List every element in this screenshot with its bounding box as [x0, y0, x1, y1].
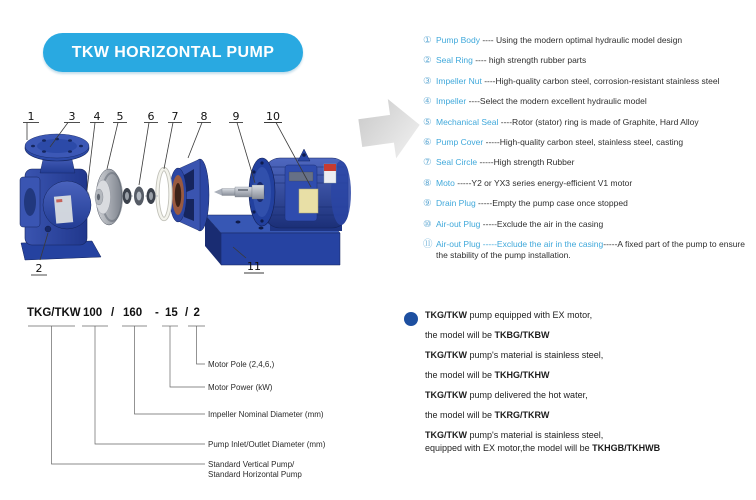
parts-list-item: [423, 117, 753, 128]
part-number: ④: [423, 96, 432, 108]
part-number: ⑪: [423, 238, 433, 250]
page-title: TKW HORIZONTAL PUMP: [71, 43, 275, 61]
model-decoder: [20, 298, 365, 493]
code-series: TKG/TKW: [27, 307, 81, 319]
part-text: Impeller ----Select the modern excellent hydraulic model: [436, 96, 647, 107]
decoder-labels: [208, 360, 326, 479]
model-variant-line: equipped with EX motor,the model will be TKHGB/TKHWB: [425, 443, 661, 453]
callout-6: 6: [147, 110, 155, 123]
parts-list-item: [423, 178, 753, 189]
label-inlet-diameter: Pump Inlet/Outlet Diameter (mm): [208, 440, 326, 449]
pump-cover-illustration: [170, 159, 210, 231]
label-motor-pole: Motor Pole (2,4,6,): [208, 360, 275, 369]
part-number: ⑨: [423, 198, 432, 210]
shaft-illustration: [214, 185, 264, 199]
parts-list-item: [423, 76, 753, 87]
mechanical-seal-illustration: [120, 187, 158, 206]
parts-list-item: [423, 198, 753, 209]
part-number: ⑧: [423, 177, 432, 189]
parts-list-item: [423, 96, 753, 107]
parts-list-item: [423, 35, 753, 46]
part-text: Seal Ring ---- high strength rubber parts: [436, 55, 587, 66]
callout-7: 7: [171, 110, 179, 123]
callout-3: 3: [68, 110, 76, 123]
model-variants-lines: [404, 310, 749, 455]
decoder-lines: [28, 326, 205, 464]
part-number: ②: [423, 55, 432, 67]
parts-list-item: [423, 55, 753, 66]
code-dash: -: [155, 307, 159, 319]
callout-9: 9: [232, 110, 240, 123]
part-number: ⑤: [423, 116, 432, 128]
parts-list-item: [423, 157, 753, 168]
callout-10: 10: [266, 110, 280, 123]
model-variant-line: TKG/TKW pump's material is stainless steel,: [425, 430, 604, 440]
model-code: [27, 307, 200, 319]
part-text: Moto -----Y2 or YX3 series energy-efficient V1 motor: [436, 177, 633, 188]
label-standard-vertical: Standard Vertical Pump/: [208, 460, 295, 469]
exploded-pump-diagram: [8, 95, 444, 290]
code-impeller: 160: [123, 307, 143, 319]
callout-11: 11: [247, 260, 261, 273]
model-variant-line: the model will be TKBG/TKBW: [425, 330, 550, 340]
part-text: Air-out Plug -----Exclude the air in the casing-----A fixed part of the pump to ensure the stability of the pump installation.: [436, 238, 745, 260]
code-pole: 2: [193, 307, 200, 319]
motor-illustration: [249, 149, 351, 231]
title-banner: [43, 33, 303, 72]
part-text: Air-out Plug -----Exclude the air in the casing: [436, 218, 604, 229]
part-text: Mechanical Seal ----Rotor (stator) ring is made of Graphite, Hard Alloy: [436, 116, 699, 127]
parts-list-item: [423, 239, 753, 261]
model-variant-line: TKG/TKW pump equipped with EX motor,: [425, 310, 593, 320]
callout-1: 1: [27, 110, 35, 123]
model-variants: [404, 310, 749, 463]
model-variant-line: TKG/TKW pump delivered the hot water,: [425, 390, 588, 400]
impeller-illustration: [95, 169, 122, 225]
code-inlet: 100: [83, 307, 103, 319]
model-variant-line: TKG/TKW pump's material is stainless steel,: [425, 350, 604, 360]
bullet-circle-icon: [404, 312, 418, 326]
callout-5: 5: [116, 110, 124, 123]
motor-nameplate: [299, 189, 318, 213]
code-power: 15: [165, 307, 178, 319]
part-number: ③: [423, 75, 432, 87]
code-slash-1: /: [111, 307, 115, 319]
callout-8: 8: [200, 110, 208, 123]
pump-body-illustration: [20, 134, 101, 260]
part-text: Pump Cover -----High-quality carbon steel, stainless steel, casting: [436, 136, 684, 147]
part-number: ⑦: [423, 157, 432, 169]
arrow-right-icon: [356, 95, 424, 163]
part-number: ⑥: [423, 136, 432, 148]
part-number: ⑩: [423, 218, 432, 230]
drain-plug-illustration: [45, 226, 51, 232]
callout-4: 4: [93, 110, 101, 123]
part-number: ①: [423, 35, 432, 46]
parts-list-item: [423, 219, 753, 230]
callout-2: 2: [35, 262, 43, 275]
label-impeller-diameter: Impeller Nominal Diameter (mm): [208, 410, 324, 419]
part-text: Pump Body ---- Using the modern optimal hydraulic model design: [436, 35, 683, 45]
part-text: Impeller Nut ----High-quality carbon steel, corrosion-resistant stainless steel: [436, 75, 720, 86]
seal-circle-illustration: [158, 169, 171, 219]
model-variant-line: the model will be TKRG/TKRW: [425, 410, 550, 420]
parts-list: [423, 35, 753, 270]
label-motor-power: Motor Power (kW): [208, 383, 273, 392]
part-text: Seal Circle -----High strength Rubber: [436, 157, 575, 168]
model-variant-line: the model will be TKHG/TKHW: [425, 370, 550, 380]
code-slash-2: /: [185, 307, 189, 319]
part-text: Drain Plug -----Empty the pump case once stopped: [436, 198, 628, 209]
parts-list-item: [423, 137, 753, 148]
label-standard-horizontal: Standard Horizontal Pump: [208, 470, 302, 479]
